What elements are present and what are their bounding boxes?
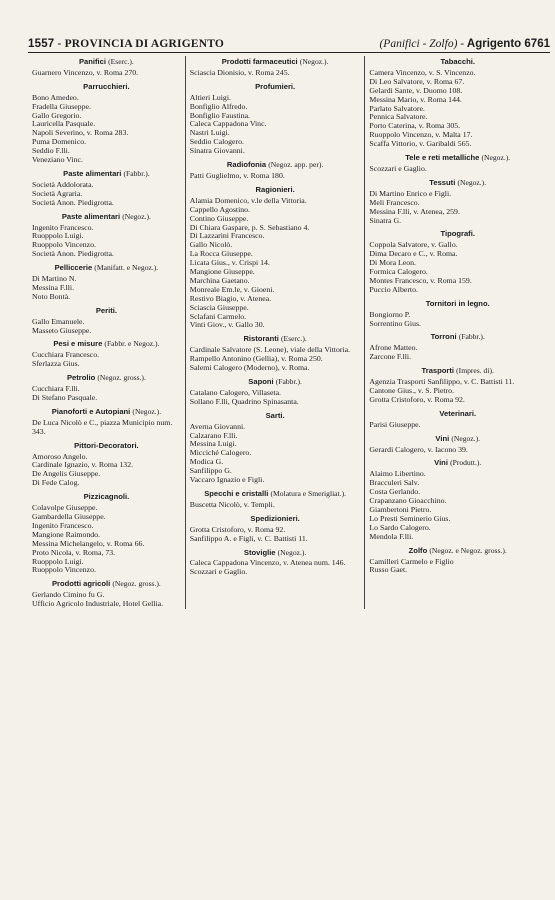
- category-section: [190, 378, 361, 407]
- category-heading: [32, 580, 181, 589]
- category-entries: Guarnero Vincenzo, v. Roma 270.: [32, 67, 139, 77]
- category-section: [190, 83, 361, 156]
- category-heading: [369, 230, 546, 239]
- category-heading: [32, 374, 181, 383]
- category-heading: [32, 408, 181, 417]
- category-entries: Di Martino N. Messina F.lli. Noto Bontà.: [32, 274, 77, 301]
- category-title: Trasporti: [421, 366, 455, 376]
- category-qualifier: (Negoz. app. per).: [268, 160, 324, 170]
- category-title: Periti.: [95, 305, 117, 315]
- category-heading: [190, 490, 361, 499]
- category-entries: Camera Vincenzo, v. S. Vincenzo. Di Leo Salvatore, v. Roma 67. Gelardi Sante, v. Duomo 108. Messina Mario, v. Roma 144. Parlato Salvatore. Pennica Salvatore. Porto Caterina, v. Roma 305. Ruoppolo Vincenzo, v. Malta 17. Scaffa Vittorio, v. Garibaldi 565.: [369, 67, 476, 149]
- category-title: Saponi: [248, 377, 274, 386]
- category-section: [32, 213, 181, 260]
- header-town: Agrigento: [466, 38, 522, 50]
- category-title: Tipografi.: [440, 229, 475, 239]
- category-title: Vini: [435, 433, 450, 443]
- category-section: [190, 549, 361, 578]
- category-heading: [369, 179, 546, 188]
- category-title: Sarti.: [265, 410, 285, 420]
- category-section: [32, 580, 181, 609]
- category-title: Paste alimentari: [63, 168, 122, 178]
- category-title: Zolfo: [408, 545, 428, 555]
- category-title: Tornitori in legno.: [425, 298, 490, 308]
- category-heading: [190, 83, 361, 92]
- category-title: Torroni: [430, 332, 457, 342]
- category-title: Tele e reti metalliche: [405, 153, 480, 163]
- category-title: Petrolio: [66, 373, 96, 383]
- category-heading: [190, 335, 361, 344]
- category-qualifier: (Fabbr.).: [275, 377, 302, 386]
- category-heading: [190, 412, 361, 421]
- category-entries: Di Martino Enrico e Figli. Meli Francesco. Messina F.lli, v. Atenea, 259. Sinatra G.: [369, 188, 460, 225]
- header-context: (Panifici - Zolfo) -: [379, 38, 465, 50]
- category-title: Parrucchieri.: [83, 81, 130, 91]
- category-title: Vini: [434, 458, 448, 468]
- page-header: [28, 38, 550, 53]
- category-section: [190, 335, 361, 373]
- category-section: [190, 515, 361, 544]
- category-title: Ragionieri.: [255, 184, 295, 194]
- category-qualifier: (Manifatt. e Negoz.).: [94, 263, 159, 273]
- province-title: PROVINCIA DI AGRIGENTO: [64, 38, 225, 50]
- category-qualifier: (Negoz. e Negoz. gross.).: [429, 545, 507, 555]
- category-entries: Coppola Salvatore, v. Gallo. Dima Decaro e C., v. Roma. Di Mora Leon. Formica Calogero. Montes Francesco, v. Roma 159. Puccio Alberto.: [369, 240, 472, 294]
- category-qualifier: (Negoz. gross.).: [112, 579, 161, 589]
- category-section: [369, 179, 546, 226]
- category-section: [190, 412, 361, 485]
- category-qualifier: (Negoz.).: [457, 177, 487, 187]
- category-title: Pizzicagnoli.: [83, 492, 130, 502]
- category-entries: Averna Giovanni. Calzarano F.lli. Messina Luigi. Micciché Calogero. Modica G. Sanfilippo G. Vaccaro Ignazio e Figli.: [189, 421, 265, 485]
- category-entries: Ingenito Francesco. Ruoppolo Luigi. Ruoppolo Vincenzo. Società Anon. Piedigrotta.: [32, 222, 114, 259]
- category-section: [32, 493, 181, 575]
- category-section: [32, 307, 181, 336]
- category-heading: [369, 154, 546, 163]
- category-heading: [32, 83, 181, 92]
- category-heading: [32, 264, 181, 273]
- category-entries: Caleca Cappadona Vincenzo, v. Atenea num. 146. Scozzari e Gaglio.: [189, 558, 346, 577]
- volume-page-number: 6761: [524, 38, 550, 50]
- category-entries: Gerardi Calogero, v. Iacono 39.: [369, 444, 468, 454]
- category-entries: Cucchiara Francesco. Sferlazza Gius.: [32, 350, 100, 369]
- category-title: Veterinari.: [439, 408, 477, 418]
- category-title: Tabacchi.: [440, 57, 475, 66]
- category-heading: [369, 547, 546, 556]
- category-qualifier: (Produtt.).: [450, 458, 482, 468]
- category-entries: Bono Amedeo. Fradella Giuseppe. Gallo Gregorio. Lauricella Pasquale. Napoli Severino, v. Roma 283. Puma Domenico. Seddio F.lli. Veneziano Vinc.: [32, 92, 129, 165]
- category-heading: [369, 300, 546, 309]
- category-entries: Alamia Domenico, v.le della Vittoria. Cappello Agostino. Contino Giuseppe. Di Chiara Gaspare, p. S. Sebastiano 4. Di Lazzarini Francesco. Gallo Nicolò. La Rocca Giuseppe. Licata Gius., v. Crispi 14. Mangione Giuseppe. Marchina Gaetano. Monreale Em.le, v. Gioeni. Restivo Biagio, v. Atenea. Sciascia Giuseppe. Sclafani Carmelo. Vinti Giov., v. Gallo 30.: [189, 195, 310, 330]
- category-section: [190, 58, 361, 78]
- category-title: Pelliccerie: [54, 263, 93, 273]
- category-section: [32, 83, 181, 165]
- category-heading: [32, 170, 181, 179]
- category-qualifier: (Negoz.).: [277, 547, 307, 557]
- category-qualifier: (Impres. di).: [456, 366, 494, 376]
- header-right: [379, 38, 550, 50]
- category-section: [369, 333, 546, 362]
- category-entries: Alaimo Libertino. Bracculeri Salv. Costa Gerlando. Crapanzano Gioacchino. Giambertoni Pietro. Lo Presti Seminerio Gius. Lo Sardo Calogero. Mendola F.lli.: [369, 469, 451, 541]
- columns: [28, 56, 550, 609]
- category-heading: [190, 186, 361, 195]
- column-2: [185, 56, 365, 609]
- category-entries: Sciascia Dionisio, v. Roma 245.: [189, 67, 290, 77]
- category-section: [32, 408, 181, 437]
- category-entries: Grotta Cristoforo, v. Roma 92. Sanfilippo A. e Figli, v. C. Battisti 11.: [189, 524, 308, 543]
- category-heading: [190, 549, 361, 558]
- category-heading: [32, 493, 181, 502]
- category-section: [32, 340, 181, 369]
- category-title: Stoviglie: [243, 547, 276, 557]
- category-heading: [369, 333, 546, 342]
- category-section: [369, 547, 546, 576]
- category-heading: [190, 378, 361, 387]
- category-section: [190, 490, 361, 510]
- category-heading: [369, 410, 546, 419]
- category-entries: Società Addolorata. Società Agraria. Società Anon. Piedigrotta.: [32, 179, 114, 207]
- category-title: Pittori-Decoratori.: [74, 440, 139, 450]
- category-section: [32, 264, 181, 302]
- category-entries: Agenzia Trasporti Sanfilippo, v. C. Battisti 11. Cantone Gius., v. S. Pietro. Grotta Cristoforo, v. Roma 92.: [369, 377, 515, 404]
- category-heading: [369, 367, 546, 376]
- category-title: Pianoforti e Autopiani: [51, 406, 131, 416]
- category-title: Profumieri.: [255, 81, 296, 91]
- category-heading: [369, 58, 546, 67]
- header-left: 1557 - PROVINCIA DI AGRIGENTO: [28, 38, 225, 50]
- category-entries: Gerlando Cimino fu G. Ufficio Agricolo Industriale, Hotel Gellia.: [32, 590, 164, 609]
- category-section: [32, 58, 181, 78]
- category-entries: Bongiorno P. Sorrentino Gius.: [369, 309, 421, 328]
- category-entries: Patti Guglielmo, v. Roma 180.: [189, 170, 285, 180]
- category-entries: Cucchiara F.lli. Di Stefano Pasquale.: [32, 384, 98, 402]
- category-section: [369, 154, 546, 174]
- category-section: [369, 230, 546, 294]
- category-qualifier: (Fabbr.).: [458, 332, 485, 342]
- category-section: [369, 58, 546, 149]
- category-heading: [190, 58, 361, 67]
- category-section: [32, 170, 181, 208]
- category-qualifier: (Molatura e Smerigliat.).: [270, 488, 346, 498]
- category-title: Paste alimentari: [61, 211, 121, 221]
- category-entries: Camilleri Carmelo e Figlio Russo Gaet.: [369, 556, 454, 575]
- category-qualifier: (Negoz.).: [451, 433, 481, 443]
- category-entries: De Luca Nicolò e C., piazza Municipio num. 343.: [32, 417, 173, 436]
- category-section: [32, 442, 181, 489]
- category-title: Pesi e misure: [53, 339, 103, 349]
- category-heading: [369, 435, 546, 444]
- category-qualifier: (Negoz.).: [122, 211, 151, 221]
- category-section: [369, 435, 546, 455]
- category-heading: [32, 58, 181, 67]
- category-entries: Gallo Emanuele. Masseto Giuseppe.: [32, 316, 92, 335]
- category-entries: Catalano Calogero, Villaseta. Sollano F.lli, Quadrino Spinasanta.: [189, 387, 299, 406]
- category-qualifier: (Negoz.).: [299, 57, 329, 66]
- category-heading: [369, 459, 546, 468]
- category-entries: Cardinale Salvatore (S. Leone), viale della Vittoria. Rampello Antonino (Gellia), v. Roma 250. Salemi Calogero (Moderno), v. Roma.: [189, 345, 351, 373]
- category-entries: Altieri Luigi. Bonfiglio Alfredo. Bonfiglio Faustina. Caleca Cappadona Vinc. Nastri Luigi. Seddio Calogero. Sinatra Giovanni.: [189, 92, 267, 156]
- category-heading: [190, 161, 361, 170]
- category-qualifier: (Eserc.).: [281, 334, 307, 344]
- category-section: [369, 300, 546, 329]
- category-title: Prodotti agricoli: [51, 579, 111, 589]
- category-entries: Parisi Giuseppe.: [369, 419, 421, 429]
- category-entries: Amoroso Angelo. Cardinale Ignazio, v. Roma 132. De Angelis Giuseppe. Di Fede Calog.: [32, 451, 134, 488]
- category-entries: Afrone Matteo. Zarcone F.lli.: [369, 343, 418, 362]
- category-qualifier: (Negoz.).: [132, 406, 162, 416]
- category-section: [369, 459, 546, 541]
- category-qualifier: (Eserc.).: [108, 57, 134, 66]
- category-title: Panifici: [78, 57, 106, 66]
- category-qualifier: (Negoz. gross.).: [97, 373, 146, 383]
- category-heading: [32, 307, 181, 316]
- category-heading: [32, 340, 181, 349]
- category-qualifier: (Negoz.).: [481, 153, 511, 163]
- category-section: [32, 374, 181, 403]
- category-heading: [32, 442, 181, 451]
- category-section: [369, 410, 546, 430]
- category-entries: Colavolpe Giuseppe. Gambardella Giuseppe. Ingenito Francesco. Mangione Raimondo. Messina Michelangelo, v. Roma 66. Proto Nicola, v. Roma, 73. Ruoppolo Luigi. Ruoppolo Vincenzo.: [32, 503, 145, 575]
- category-title: Specchi e cristalli: [204, 488, 269, 498]
- category-entries: Buscetta Nicolò, v. Templi.: [189, 499, 275, 509]
- category-title: Prodotti farmaceutici: [221, 57, 298, 66]
- category-heading: [32, 213, 181, 222]
- category-qualifier: (Fabbr. e Negoz.).: [104, 339, 160, 349]
- category-title: Radiofonia: [226, 160, 267, 170]
- directory-page: [28, 38, 550, 609]
- category-title: Tessuti: [429, 177, 456, 187]
- category-entries: Scozzari e Gaglio.: [369, 163, 427, 173]
- category-title: Spedizionieri.: [250, 513, 300, 523]
- column-3: [364, 56, 550, 609]
- category-title: Ristoranti: [243, 334, 279, 344]
- column-1: [28, 56, 185, 609]
- category-qualifier: (Fabbr.).: [123, 168, 150, 178]
- category-section: [369, 367, 546, 405]
- category-heading: [190, 515, 361, 524]
- category-section: [190, 161, 361, 181]
- page-number: 1557: [28, 38, 55, 50]
- category-section: [190, 186, 361, 331]
